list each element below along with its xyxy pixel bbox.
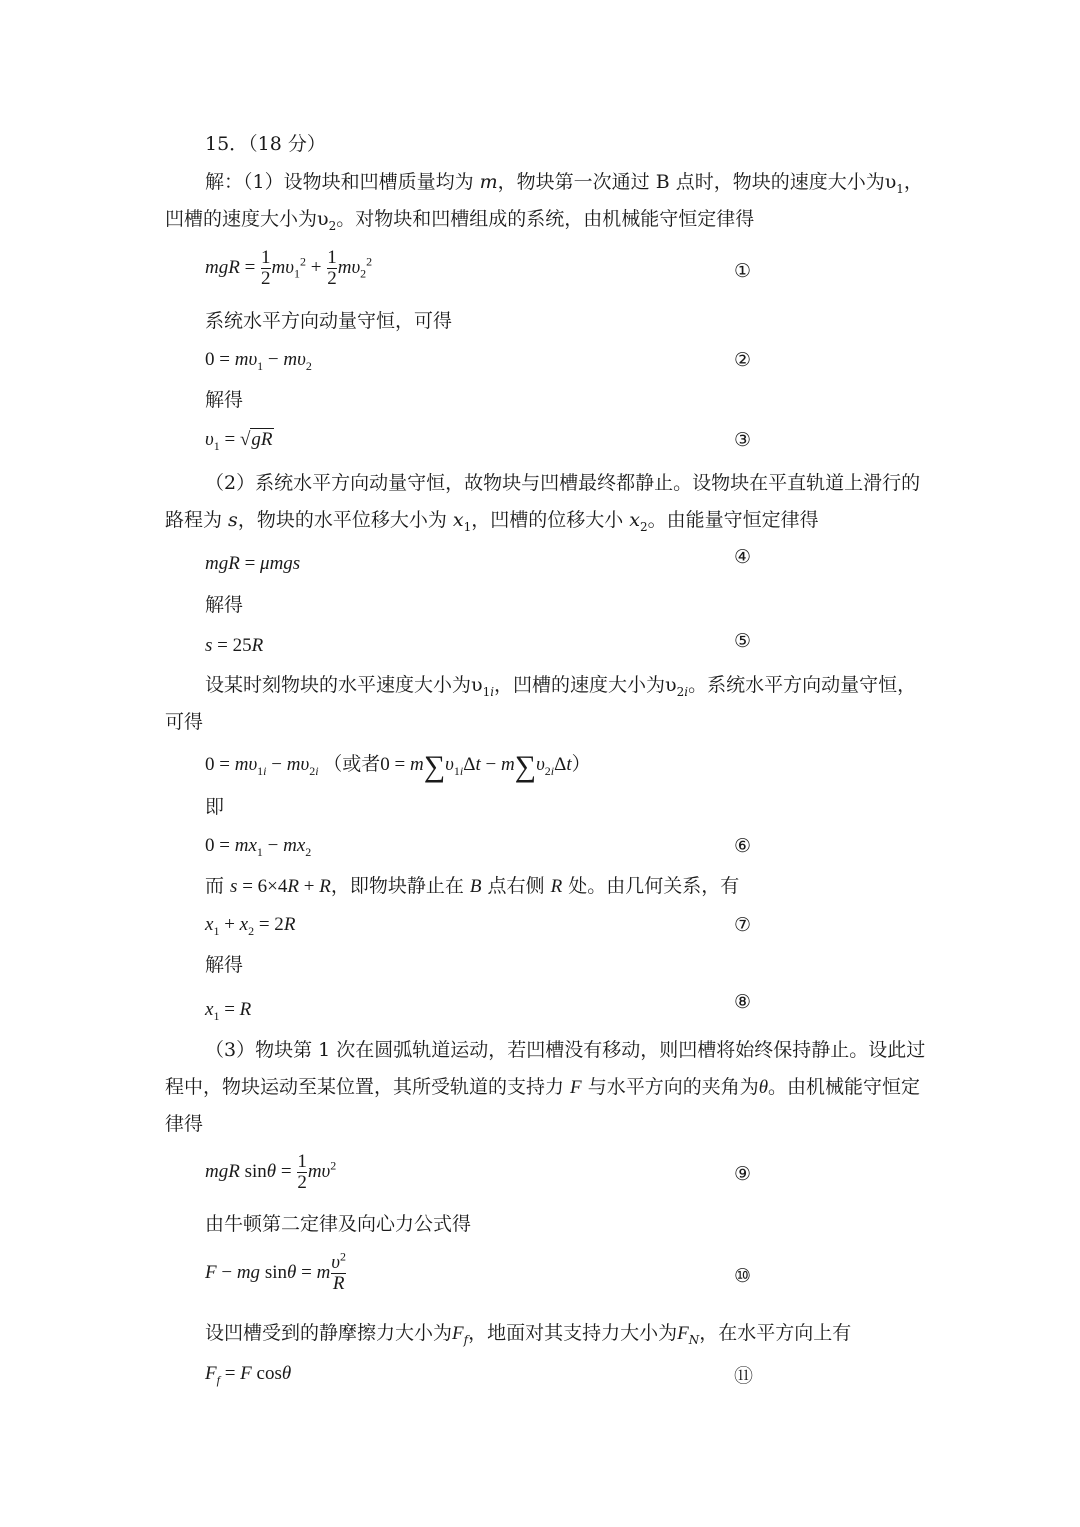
marker-6: ⑥ xyxy=(734,835,752,857)
part3-line2: 程中，物块运动至某位置，其所受轨道的支持力 F 与水平方向的夹角为θ。由机械能守恒定 xyxy=(165,1076,921,1098)
marker-11: ⑪ xyxy=(734,1365,754,1387)
solution-intro-line1: 解：（1）设物块和凹槽质量均为 m，物块第一次通过 B 点时，物块的速度大小为$\upsilon_1$， xyxy=(205,171,923,196)
text-run: 点右侧 xyxy=(481,875,551,897)
part2-line1: （2）系统水平方向动量守恒，故物块与凹槽最终都静止。设物块在平直轨道上滑行的 xyxy=(205,472,921,494)
text-newton: 由牛顿第二定律及向心力公式得 xyxy=(205,1213,472,1235)
text-run: ，在水平方向上有 xyxy=(699,1322,852,1344)
marker-9: ⑨ xyxy=(734,1163,752,1185)
text-run: 与水平方向的夹角为 xyxy=(581,1076,759,1098)
text-run: ，即物块静止在 xyxy=(330,875,470,897)
var-m: m xyxy=(479,171,498,193)
text-solve-3: 解得 xyxy=(205,954,244,976)
equation-5: s = 25R xyxy=(205,635,264,656)
text-run: 。由能量守恒定律得 xyxy=(647,509,819,531)
text-run: 程中，物块运动至某位置，其所受轨道的支持力 xyxy=(165,1076,571,1098)
text-run: ，凹槽的位移大小 xyxy=(471,509,630,531)
text-run: 处。由几何关系，有 xyxy=(562,875,740,897)
marker-8: ⑧ xyxy=(734,991,752,1013)
equation-momentum-instant: $0 = m\upsilon_{1i} - m\upsilon_{2i}$ （或者$0 = m\sum\upsilon_{1i}\Delta t - m\sum\upsilon_{2i}\Delta t$） xyxy=(205,750,591,783)
text-run: 设某时刻物块的水平速度大小为υ xyxy=(205,674,483,696)
equation-8: $x_1 = R$ xyxy=(205,999,252,1023)
text-horizontal-momentum-1: 系统水平方向动量守恒，可得 xyxy=(205,310,453,332)
equation-6: $0 = mx_1 - mx_2$ xyxy=(205,835,312,859)
part2-line2: 路程为 s，物块的水平位移大小为 $x_1$，凹槽的位移大小 $x_2$。由能量守恒定律得 xyxy=(165,509,819,534)
text-solve-1: 解得 xyxy=(205,389,244,411)
problem-number: 15．（18 分） xyxy=(205,133,326,155)
equation-4: mgR = μmgs xyxy=(205,553,301,574)
text-run: ，凹槽的速度大小为υ xyxy=(494,674,677,696)
text-run: ） xyxy=(571,753,591,775)
text-run: ， xyxy=(903,171,923,193)
marker-7: ⑦ xyxy=(734,914,752,936)
text-run: 设凹槽受到的静摩擦力大小为 xyxy=(205,1322,453,1344)
equation-11: $F_f = F$ cosθ xyxy=(205,1363,292,1387)
text-run: ，物块的水平位移大小为 xyxy=(237,509,453,531)
marker-5: ⑤ xyxy=(734,630,752,652)
equation-7: $x_1 + x_2 = 2R$ xyxy=(205,914,296,938)
marker-3: ③ xyxy=(734,429,752,451)
text-run: 而 xyxy=(205,875,231,897)
equation-1: mgR = $\frac{1}{2}$ $m\upsilon_1^2$ + $\frac{1}{2}$ $m\upsilon_2^2$ xyxy=(205,247,373,289)
text-run: 。对物块和凹槽组成的系统，由机械能守恒定律得 xyxy=(336,208,755,230)
marker-1: ① xyxy=(734,260,752,282)
text-distance-relation: 而 s = 6×4R + R，即物块静止在 B 点右侧 R 处。由几何关系，有 xyxy=(205,875,740,897)
marker-2: ② xyxy=(734,349,752,371)
text-run: ，地面对其支持力大小为 xyxy=(468,1322,678,1344)
part3-line1: （3）物块第 1 次在圆弧轨道运动，若凹槽没有移动，则凹槽将始终保持静止。设此过 xyxy=(205,1039,926,1061)
solution-intro-line2: 凹槽的速度大小为$\upsilon_2$。对物块和凹槽组成的系统，由机械能守恒定律得 xyxy=(165,208,755,233)
text-that-is: 即 xyxy=(205,796,225,818)
text-run: 。系统水平方向动量守恒， xyxy=(688,674,917,696)
equation-10: F − mg sinθ = m $\frac{\upsilon^2}{R}$ xyxy=(205,1249,347,1294)
var-s: s xyxy=(228,509,238,531)
part3-line3: 律得 xyxy=(165,1113,204,1135)
marker-10: ⑩ xyxy=(734,1265,752,1287)
text-run: （或者 xyxy=(323,753,381,775)
part2-velocity-line1: 设某时刻物块的水平速度大小为$\upsilon_{1i}$，凹槽的速度大小为$\upsilon_{2i}$。系统水平方向动量守恒， xyxy=(205,674,917,699)
equation-3: $\upsilon_1 = √gR$ xyxy=(205,429,273,453)
text-solve-2: 解得 xyxy=(205,594,244,616)
part2-velocity-line2: 可得 xyxy=(165,711,204,733)
text-run: 。由机械能守恒定 xyxy=(768,1076,921,1098)
text-run: 路程为 xyxy=(165,509,229,531)
marker-4: ④ xyxy=(734,546,752,568)
equation-2: $0 = m\upsilon_1 - m\upsilon_2$ xyxy=(205,349,312,373)
text-friction-intro: 设凹槽受到的静摩擦力大小为$F_f$，地面对其支持力大小为$F_N$，在水平方向上有 xyxy=(205,1322,852,1347)
text-run: 解：（1）设物块和凹槽质量均为 xyxy=(205,171,480,193)
equation-9: mgR sinθ = $\frac{1}{2}$ $m\upsilon^2$ xyxy=(205,1151,337,1193)
text-run: 凹槽的速度大小为υ xyxy=(165,208,329,230)
text-run: ，物块第一次通过 B 点时，物块的速度大小为υ xyxy=(497,171,897,193)
